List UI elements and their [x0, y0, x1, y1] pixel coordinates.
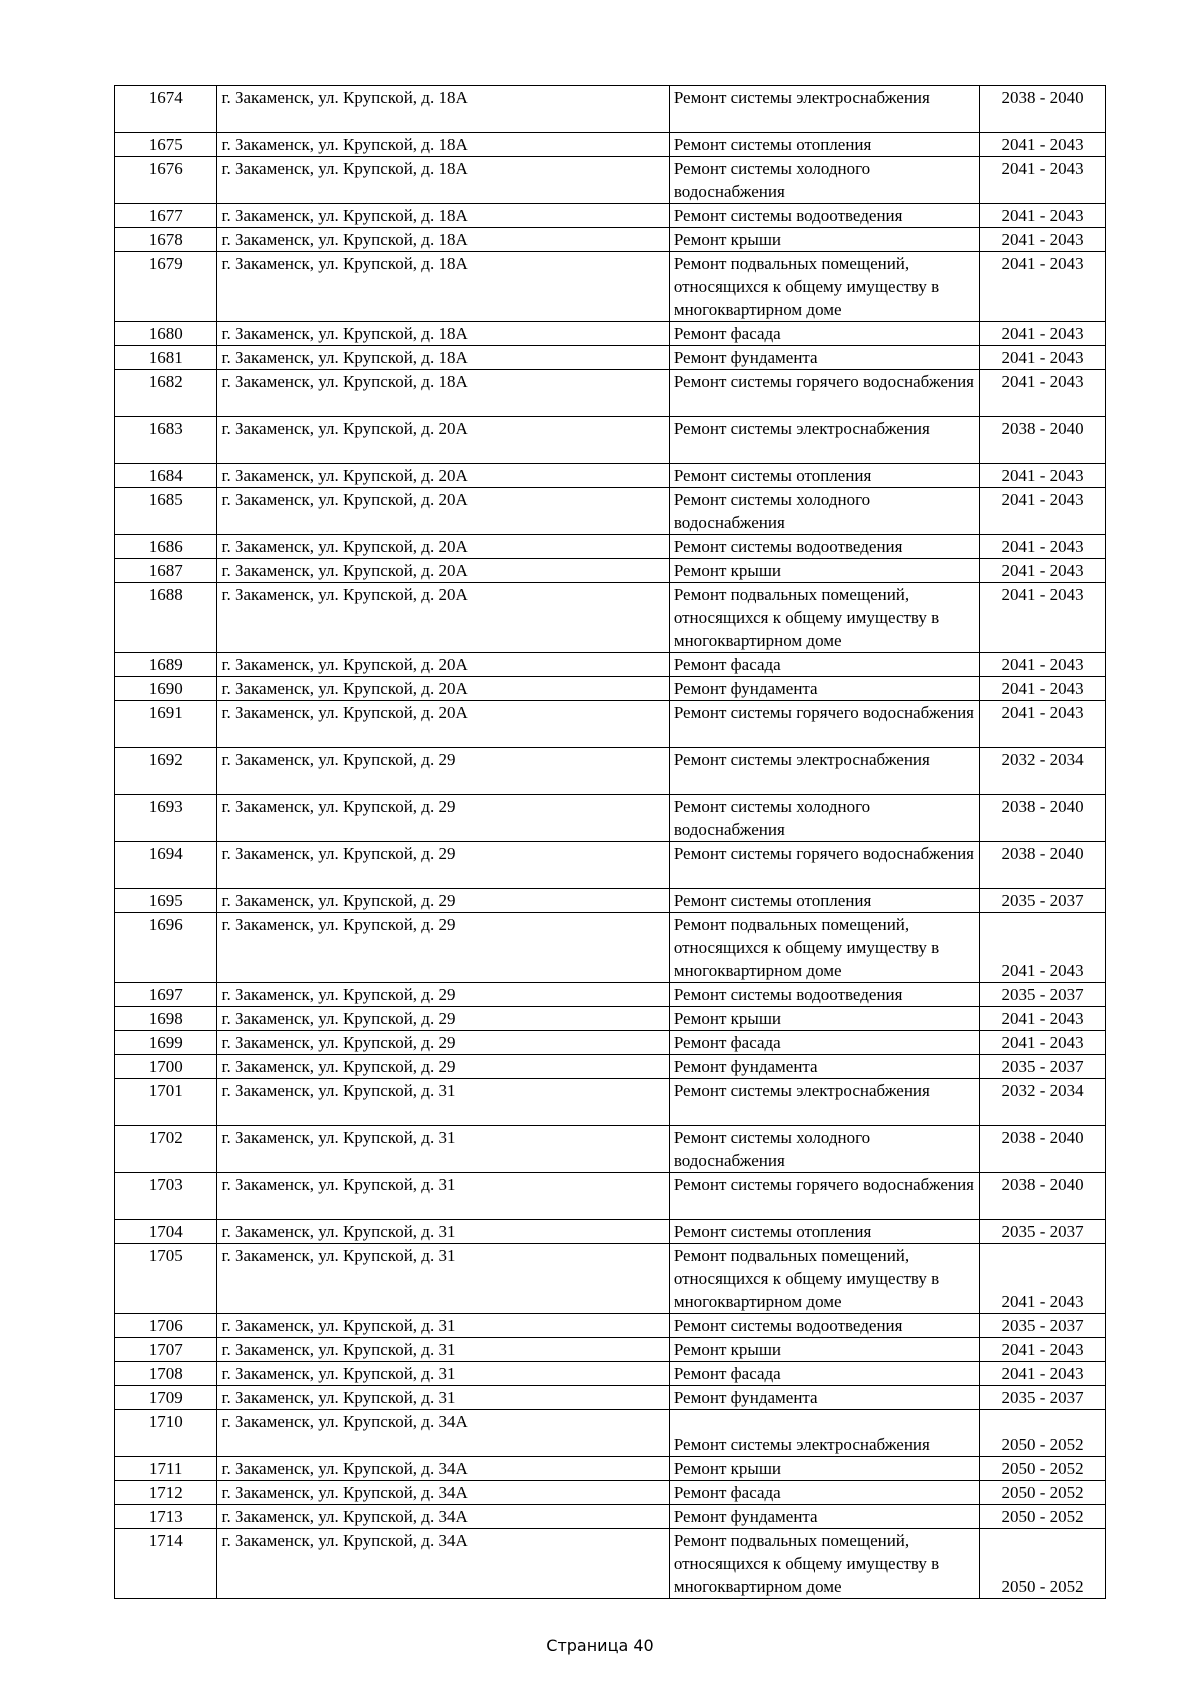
- table-row: [115, 488, 1106, 535]
- period-cell: 2041 - 2043: [980, 1338, 1106, 1362]
- address-cell: г. Закаменск, ул. Крупской, д. 20А: [217, 677, 669, 701]
- address-cell: г. Закаменск, ул. Крупской, д. 20А: [217, 559, 669, 583]
- period-cell: 2041 - 2043: [980, 1007, 1106, 1031]
- table-row: [115, 701, 1106, 748]
- table-row: [115, 583, 1106, 653]
- period-cell: 2038 - 2040: [980, 1173, 1106, 1220]
- period-cell: 2050 - 2052: [980, 1457, 1106, 1481]
- table-row: [115, 559, 1106, 583]
- period-cell: 2041 - 2043: [980, 559, 1106, 583]
- table-row: [115, 370, 1106, 417]
- row-number-cell: 1693: [115, 795, 217, 842]
- row-number-cell: 1703: [115, 1173, 217, 1220]
- address-cell: г. Закаменск, ул. Крупской, д. 18А: [217, 322, 669, 346]
- period-cell: 2035 - 2037: [980, 1220, 1106, 1244]
- row-number-cell: 1705: [115, 1244, 217, 1314]
- row-number-cell: 1694: [115, 842, 217, 889]
- table-row: [115, 204, 1106, 228]
- table-row: [115, 157, 1106, 204]
- address-cell: г. Закаменск, ул. Крупской, д. 20А: [217, 535, 669, 559]
- work-type-cell: Ремонт системы водоотведения: [669, 204, 979, 228]
- work-type-cell: Ремонт системы отопления: [669, 464, 979, 488]
- address-cell: г. Закаменск, ул. Крупской, д. 20А: [217, 653, 669, 677]
- period-cell: 2035 - 2037: [980, 1055, 1106, 1079]
- period-cell: 2041 - 2043: [980, 346, 1106, 370]
- work-type-cell: Ремонт подвальных помещений, относящихся к общему имуществу в многоквартирном доме: [669, 583, 979, 653]
- table-row: [115, 322, 1106, 346]
- address-cell: г. Закаменск, ул. Крупской, д. 29: [217, 913, 669, 983]
- page-number: Страница 40: [546, 1636, 654, 1655]
- table-row: [115, 983, 1106, 1007]
- table-row: [115, 86, 1106, 133]
- table-row: [115, 1079, 1106, 1126]
- table-row: [115, 653, 1106, 677]
- address-cell: г. Закаменск, ул. Крупской, д. 29: [217, 983, 669, 1007]
- address-cell: г. Закаменск, ул. Крупской, д. 18А: [217, 346, 669, 370]
- work-type-cell: Ремонт подвальных помещений, относящихся к общему имуществу в многоквартирном доме: [669, 913, 979, 983]
- work-type-cell: Ремонт подвальных помещений, относящихся к общему имуществу в многоквартирном доме: [669, 1244, 979, 1314]
- address-cell: г. Закаменск, ул. Крупской, д. 34А: [217, 1505, 669, 1529]
- address-cell: г. Закаменск, ул. Крупской, д. 31: [217, 1220, 669, 1244]
- table-row: [115, 748, 1106, 795]
- table-row: [115, 1244, 1106, 1314]
- address-cell: г. Закаменск, ул. Крупской, д. 31: [217, 1126, 669, 1173]
- work-type-cell: Ремонт крыши: [669, 1457, 979, 1481]
- row-number-cell: 1684: [115, 464, 217, 488]
- address-cell: г. Закаменск, ул. Крупской, д. 18А: [217, 86, 669, 133]
- address-cell: г. Закаменск, ул. Крупской, д. 31: [217, 1244, 669, 1314]
- row-number-cell: 1695: [115, 889, 217, 913]
- period-cell: 2041 - 2043: [980, 322, 1106, 346]
- table-row: [115, 133, 1106, 157]
- row-number-cell: 1683: [115, 417, 217, 464]
- table-row: [115, 1529, 1106, 1599]
- table-row: [115, 1481, 1106, 1505]
- table-row: [115, 1007, 1106, 1031]
- table-row: [115, 1220, 1106, 1244]
- row-number-cell: 1699: [115, 1031, 217, 1055]
- work-type-cell: Ремонт системы отопления: [669, 889, 979, 913]
- work-type-cell: Ремонт системы водоотведения: [669, 983, 979, 1007]
- work-type-cell: Ремонт системы электроснабжения: [669, 1079, 979, 1126]
- period-cell: 2035 - 2037: [980, 889, 1106, 913]
- period-cell: 2041 - 2043: [980, 1244, 1106, 1314]
- table-row: [115, 1338, 1106, 1362]
- row-number-cell: 1686: [115, 535, 217, 559]
- period-cell: 2041 - 2043: [980, 677, 1106, 701]
- work-type-cell: Ремонт системы холодного водоснабжения: [669, 488, 979, 535]
- address-cell: г. Закаменск, ул. Крупской, д. 20А: [217, 488, 669, 535]
- address-cell: г. Закаменск, ул. Крупской, д. 29: [217, 748, 669, 795]
- period-cell: 2041 - 2043: [980, 1031, 1106, 1055]
- table-row: [115, 417, 1106, 464]
- row-number-cell: 1697: [115, 983, 217, 1007]
- table-row: [115, 889, 1106, 913]
- address-cell: г. Закаменск, ул. Крупской, д. 29: [217, 1031, 669, 1055]
- row-number-cell: 1698: [115, 1007, 217, 1031]
- address-cell: г. Закаменск, ул. Крупской, д. 29: [217, 1007, 669, 1031]
- period-cell: 2032 - 2034: [980, 1079, 1106, 1126]
- table-row: [115, 252, 1106, 322]
- period-cell: 2041 - 2043: [980, 701, 1106, 748]
- row-number-cell: 1691: [115, 701, 217, 748]
- period-cell: 2038 - 2040: [980, 842, 1106, 889]
- row-number-cell: 1696: [115, 913, 217, 983]
- period-cell: 2050 - 2052: [980, 1481, 1106, 1505]
- address-cell: г. Закаменск, ул. Крупской, д. 31: [217, 1173, 669, 1220]
- address-cell: г. Закаменск, ул. Крупской, д. 18А: [217, 204, 669, 228]
- period-cell: 2041 - 2043: [980, 228, 1106, 252]
- work-type-cell: Ремонт крыши: [669, 228, 979, 252]
- table-row: [115, 1055, 1106, 1079]
- work-type-cell: Ремонт фундамента: [669, 1505, 979, 1529]
- period-cell: 2041 - 2043: [980, 1362, 1106, 1386]
- table-row: [115, 1031, 1106, 1055]
- row-number-cell: 1689: [115, 653, 217, 677]
- period-cell: 2038 - 2040: [980, 417, 1106, 464]
- address-cell: г. Закаменск, ул. Крупской, д. 31: [217, 1314, 669, 1338]
- work-type-cell: Ремонт системы холодного водоснабжения: [669, 795, 979, 842]
- row-number-cell: 1708: [115, 1362, 217, 1386]
- address-cell: г. Закаменск, ул. Крупской, д. 34А: [217, 1457, 669, 1481]
- row-number-cell: 1685: [115, 488, 217, 535]
- row-number-cell: 1709: [115, 1386, 217, 1410]
- row-number-cell: 1701: [115, 1079, 217, 1126]
- period-cell: 2041 - 2043: [980, 653, 1106, 677]
- row-number-cell: 1700: [115, 1055, 217, 1079]
- period-cell: 2041 - 2043: [980, 913, 1106, 983]
- work-type-cell: Ремонт системы электроснабжения: [669, 86, 979, 133]
- row-number-cell: 1714: [115, 1529, 217, 1599]
- work-type-cell: Ремонт системы электроснабжения: [669, 417, 979, 464]
- address-cell: г. Закаменск, ул. Крупской, д. 20А: [217, 583, 669, 653]
- work-type-cell: Ремонт системы отопления: [669, 1220, 979, 1244]
- period-cell: 2035 - 2037: [980, 1314, 1106, 1338]
- work-type-cell: Ремонт системы горячего водоснабжения: [669, 1173, 979, 1220]
- work-type-cell: Ремонт системы холодного водоснабжения: [669, 157, 979, 204]
- table-row: [115, 1173, 1106, 1220]
- work-type-cell: Ремонт системы горячего водоснабжения: [669, 701, 979, 748]
- table-row: [115, 464, 1106, 488]
- table-row: [115, 1457, 1106, 1481]
- row-number-cell: 1674: [115, 86, 217, 133]
- table-row: [115, 1314, 1106, 1338]
- row-number-cell: 1680: [115, 322, 217, 346]
- row-number-cell: 1675: [115, 133, 217, 157]
- address-cell: г. Закаменск, ул. Крупской, д. 29: [217, 842, 669, 889]
- address-cell: г. Закаменск, ул. Крупской, д. 31: [217, 1338, 669, 1362]
- row-number-cell: 1706: [115, 1314, 217, 1338]
- work-type-cell: Ремонт фасада: [669, 1031, 979, 1055]
- period-cell: 2041 - 2043: [980, 535, 1106, 559]
- table-row: [115, 346, 1106, 370]
- row-number-cell: 1690: [115, 677, 217, 701]
- address-cell: г. Закаменск, ул. Крупской, д. 34А: [217, 1410, 669, 1457]
- period-cell: 2041 - 2043: [980, 204, 1106, 228]
- address-cell: г. Закаменск, ул. Крупской, д. 20А: [217, 464, 669, 488]
- period-cell: 2050 - 2052: [980, 1505, 1106, 1529]
- period-cell: 2032 - 2034: [980, 748, 1106, 795]
- row-number-cell: 1679: [115, 252, 217, 322]
- period-cell: 2035 - 2037: [980, 1386, 1106, 1410]
- row-number-cell: 1677: [115, 204, 217, 228]
- table-row: [115, 795, 1106, 842]
- period-cell: 2035 - 2037: [980, 983, 1106, 1007]
- row-number-cell: 1704: [115, 1220, 217, 1244]
- work-type-cell: Ремонт фундамента: [669, 1386, 979, 1410]
- address-cell: г. Закаменск, ул. Крупской, д. 18А: [217, 370, 669, 417]
- table-row: [115, 1410, 1106, 1457]
- repair-schedule-table: [114, 85, 1106, 1599]
- address-cell: г. Закаменск, ул. Крупской, д. 31: [217, 1386, 669, 1410]
- work-type-cell: Ремонт системы холодного водоснабжения: [669, 1126, 979, 1173]
- table-row: [115, 1505, 1106, 1529]
- period-cell: 2038 - 2040: [980, 1126, 1106, 1173]
- work-type-cell: Ремонт системы горячего водоснабжения: [669, 842, 979, 889]
- period-cell: 2041 - 2043: [980, 157, 1106, 204]
- row-number-cell: 1687: [115, 559, 217, 583]
- row-number-cell: 1682: [115, 370, 217, 417]
- period-cell: 2041 - 2043: [980, 370, 1106, 417]
- address-cell: г. Закаменск, ул. Крупской, д. 31: [217, 1362, 669, 1386]
- work-type-cell: Ремонт системы электроснабжения: [669, 1410, 979, 1457]
- address-cell: г. Закаменск, ул. Крупской, д. 29: [217, 1055, 669, 1079]
- address-cell: г. Закаменск, ул. Крупской, д. 34А: [217, 1529, 669, 1599]
- table-row: [115, 228, 1106, 252]
- address-cell: г. Закаменск, ул. Крупской, д. 29: [217, 889, 669, 913]
- row-number-cell: 1712: [115, 1481, 217, 1505]
- table-row: [115, 1126, 1106, 1173]
- table-row: [115, 677, 1106, 701]
- table-row: [115, 842, 1106, 889]
- period-cell: 2050 - 2052: [980, 1410, 1106, 1457]
- address-cell: г. Закаменск, ул. Крупской, д. 18А: [217, 228, 669, 252]
- work-type-cell: Ремонт фасада: [669, 653, 979, 677]
- address-cell: г. Закаменск, ул. Крупской, д. 18А: [217, 252, 669, 322]
- row-number-cell: 1707: [115, 1338, 217, 1362]
- work-type-cell: Ремонт системы горячего водоснабжения: [669, 370, 979, 417]
- work-type-cell: Ремонт фундамента: [669, 346, 979, 370]
- work-type-cell: Ремонт фасада: [669, 1362, 979, 1386]
- table-row: [115, 913, 1106, 983]
- row-number-cell: 1676: [115, 157, 217, 204]
- address-cell: г. Закаменск, ул. Крупской, д. 34А: [217, 1481, 669, 1505]
- table-body: [115, 86, 1106, 1599]
- work-type-cell: Ремонт системы водоотведения: [669, 535, 979, 559]
- period-cell: 2041 - 2043: [980, 464, 1106, 488]
- row-number-cell: 1692: [115, 748, 217, 795]
- work-type-cell: Ремонт системы водоотведения: [669, 1314, 979, 1338]
- row-number-cell: 1702: [115, 1126, 217, 1173]
- work-type-cell: Ремонт фундамента: [669, 1055, 979, 1079]
- work-type-cell: Ремонт подвальных помещений, относящихся к общему имуществу в многоквартирном доме: [669, 1529, 979, 1599]
- period-cell: 2050 - 2052: [980, 1529, 1106, 1599]
- period-cell: 2041 - 2043: [980, 583, 1106, 653]
- address-cell: г. Закаменск, ул. Крупской, д. 29: [217, 795, 669, 842]
- period-cell: 2038 - 2040: [980, 86, 1106, 133]
- row-number-cell: 1711: [115, 1457, 217, 1481]
- address-cell: г. Закаменск, ул. Крупской, д. 20А: [217, 417, 669, 464]
- work-type-cell: Ремонт системы отопления: [669, 133, 979, 157]
- address-cell: г. Закаменск, ул. Крупской, д. 18А: [217, 157, 669, 204]
- work-type-cell: Ремонт крыши: [669, 1007, 979, 1031]
- work-type-cell: Ремонт фасада: [669, 1481, 979, 1505]
- work-type-cell: Ремонт системы электроснабжения: [669, 748, 979, 795]
- work-type-cell: Ремонт крыши: [669, 559, 979, 583]
- work-type-cell: Ремонт фасада: [669, 322, 979, 346]
- address-cell: г. Закаменск, ул. Крупской, д. 18А: [217, 133, 669, 157]
- period-cell: 2038 - 2040: [980, 795, 1106, 842]
- row-number-cell: 1713: [115, 1505, 217, 1529]
- period-cell: 2041 - 2043: [980, 252, 1106, 322]
- address-cell: г. Закаменск, ул. Крупской, д. 31: [217, 1079, 669, 1126]
- table-row: [115, 1386, 1106, 1410]
- table-row: [115, 535, 1106, 559]
- work-type-cell: Ремонт подвальных помещений, относящихся к общему имуществу в многоквартирном доме: [669, 252, 979, 322]
- period-cell: 2041 - 2043: [980, 133, 1106, 157]
- period-cell: 2041 - 2043: [980, 488, 1106, 535]
- row-number-cell: 1710: [115, 1410, 217, 1457]
- work-type-cell: Ремонт фундамента: [669, 677, 979, 701]
- table-row: [115, 1362, 1106, 1386]
- row-number-cell: 1681: [115, 346, 217, 370]
- address-cell: г. Закаменск, ул. Крупской, д. 20А: [217, 701, 669, 748]
- row-number-cell: 1678: [115, 228, 217, 252]
- work-type-cell: Ремонт крыши: [669, 1338, 979, 1362]
- row-number-cell: 1688: [115, 583, 217, 653]
